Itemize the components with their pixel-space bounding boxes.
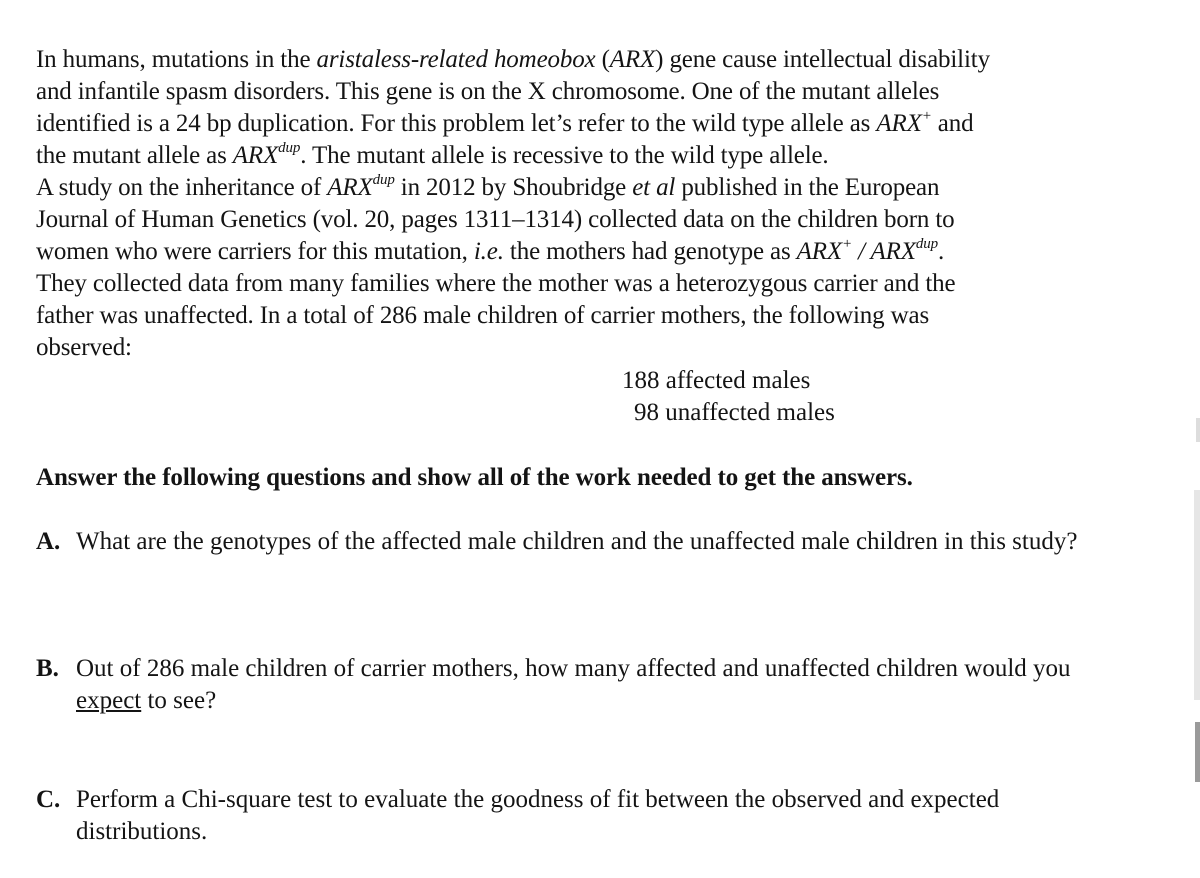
question-b-text: Out of 286 male children of carrier mothers, how many affected and unaffected children would you expect to see?	[76, 655, 1071, 714]
question-b	[36, 653, 1136, 717]
question-c-letter: C.	[36, 786, 61, 813]
intro-line-3: identified is a 24 bp duplication. For this problem let’s refer to the wild type allele as ARX+ and	[36, 108, 974, 137]
intro-line-8: They collected data from many families where the mother was a heterozygous carrier and the	[36, 270, 956, 297]
question-c	[36, 784, 1136, 848]
scrollbar-thumb[interactable]	[1195, 722, 1200, 782]
instructions-heading: Answer the following questions and show all of the work needed to get the answers.	[36, 464, 913, 491]
intro-line-6: Journal of Human Genetics (vol. 20, pages 1311–1314) collected data on the children born to	[36, 206, 955, 233]
question-c-text: Perform a Chi-square test to evaluate the goodness of fit between the observed and expected distributions.	[76, 786, 1000, 845]
scrollbar-track[interactable]	[1194, 490, 1200, 700]
observed-unaffected: 98 unaffected males	[634, 399, 835, 426]
intro-paragraph	[36, 44, 1146, 364]
intro-line-10: observed:	[36, 334, 132, 361]
expect-underlined: expect	[76, 687, 142, 714]
observed-affected: 188 affected males	[622, 367, 811, 394]
intro-line-5: A study on the inheritance of $ARX^{dup}$ in 2012 by Shoubridge et al published in the European	[36, 172, 940, 201]
question-a-text: What are the genotypes of the affected male children and the unaffected male children in this study?	[76, 528, 1078, 555]
scrollbar-edge-top	[1196, 418, 1200, 442]
question-b-letter: B.	[36, 655, 59, 682]
question-a-letter: A.	[36, 528, 61, 555]
question-a	[36, 526, 1136, 558]
intro-line-4: the mutant allele as $ARX^{dup}$. The mutant allele is recessive to the wild type allele.	[36, 140, 829, 169]
intro-line-9: father was unaffected. In a total of 286 male children of carrier mothers, the following was	[36, 302, 930, 329]
intro-line-7: women who were carriers for this mutation, i.e. the mothers had genotype as $ARX^+ / ARX^{dup}$.	[36, 236, 945, 265]
intro-line-2: and infantile spasm disorders. This gene is on the X chromosome. One of the mutant alleles	[36, 78, 940, 105]
intro-line-1: In humans, mutations in the aristaless-related homeobox (ARX) gene cause intellectual disability	[36, 46, 990, 73]
document-page	[36, 44, 1146, 845]
